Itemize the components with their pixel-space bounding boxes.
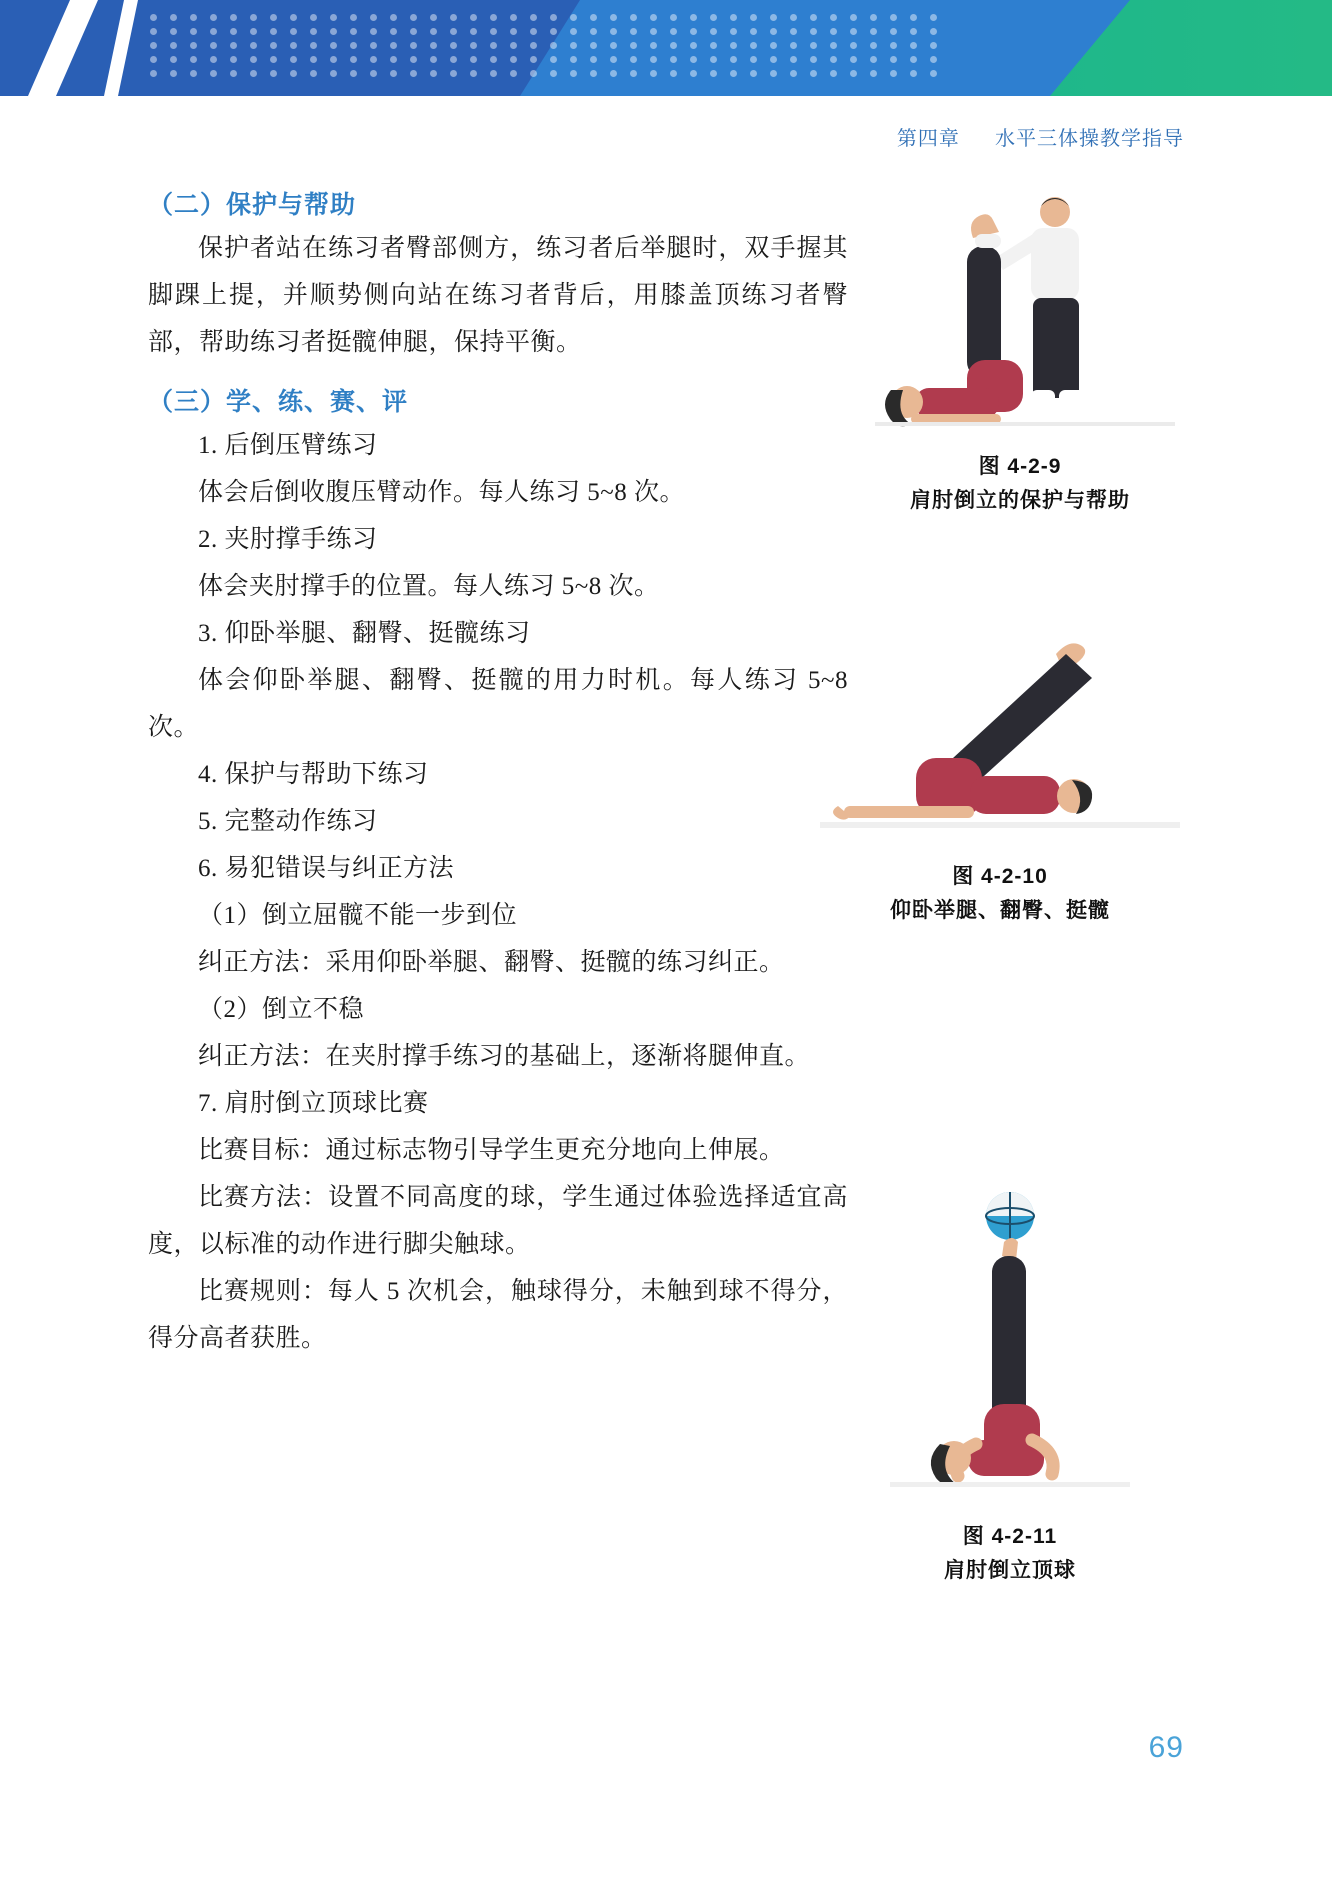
list-item: 3. 仰卧举腿、翻臀、挺髋练习 xyxy=(198,620,531,647)
figure-4-2-11-photo xyxy=(880,1190,1140,1520)
main-text-column xyxy=(148,185,848,1362)
list-item: 4. 保护与帮助下练习 xyxy=(198,761,429,788)
running-head-title: 水平三体操教学指导 xyxy=(995,128,1184,150)
list-item: 体会仰卧举腿、翻臀、挺髋的用力时机。每人练习 5~8 次。 xyxy=(148,667,848,741)
header-decoration-band xyxy=(0,0,1332,96)
list-item: （1）倒立屈髋不能一步到位 xyxy=(198,902,518,929)
list-item: 比赛规则：每人 5 次机会，触球得分，未触到球不得分，得分高者获胜。 xyxy=(148,1278,848,1352)
figure-4-2-9 xyxy=(855,190,1185,514)
list-item: 2. 夹肘撑手练习 xyxy=(198,526,378,553)
list-item: 体会夹肘撑手的位置。每人练习 5~8 次。 xyxy=(198,573,660,600)
figure-caption-number: 图 4-2-9 xyxy=(978,455,1062,478)
list-item: 5. 完整动作练习 xyxy=(198,808,378,835)
figure-4-2-10 xyxy=(820,630,1180,924)
running-head-chapter: 第四章 xyxy=(896,128,960,150)
figure-caption-number: 图 4-2-10 xyxy=(952,865,1048,888)
paragraph-section-2-body: 保护者站在练习者臀部侧方，练习者后举腿时，双手握其脚踝上提，并顺势侧向站在练习者背后，用膝盖顶练习者臀部，帮助练习者挺髋伸腿，保持平衡。 xyxy=(148,235,848,356)
list-item: 比赛目标：通过标志物引导学生更充分地向上伸展。 xyxy=(198,1137,785,1164)
list-item: 纠正方法：在夹肘撑手练习的基础上，逐渐将腿伸直。 xyxy=(198,1043,811,1070)
list-item: 6. 易犯错误与纠正方法 xyxy=(198,855,455,882)
heading-section-3: （三）学、练、赛、评 xyxy=(148,388,409,416)
figure-caption-text: 肩肘倒立的保护与帮助 xyxy=(910,489,1130,512)
shoulder-stand-support-illustration xyxy=(855,190,1185,450)
list-item: 7. 肩肘倒立顶球比赛 xyxy=(198,1090,429,1117)
running-head xyxy=(897,122,1184,151)
figure-caption-text: 仰卧举腿、翻臀、挺髋 xyxy=(890,899,1110,922)
dot-pattern xyxy=(150,14,970,84)
list-item: 体会后倒收腹压臂动作。每人练习 5~8 次。 xyxy=(198,479,686,506)
figure-caption-number: 图 4-2-11 xyxy=(962,1525,1058,1548)
shoulder-stand-ball-illustration xyxy=(880,1190,1140,1520)
supine-leg-raise-illustration xyxy=(820,630,1180,860)
page-number: 69 xyxy=(1148,1731,1184,1764)
figure-4-2-10-photo xyxy=(820,630,1180,860)
list-item: （2）倒立不稳 xyxy=(198,996,365,1023)
list-item: 1. 后倒压臂练习 xyxy=(198,432,378,459)
figure-caption-text: 肩肘倒立顶球 xyxy=(944,1559,1076,1582)
figure-4-2-9-photo xyxy=(855,190,1185,450)
heading-section-2: （二）保护与帮助 xyxy=(148,191,357,219)
list-item: 纠正方法：采用仰卧举腿、翻臀、挺髋的练习纠正。 xyxy=(198,949,785,976)
list-item: 比赛方法：设置不同高度的球，学生通过体验选择适宜高度，以标准的动作进行脚尖触球。 xyxy=(148,1184,848,1258)
figure-4-2-11 xyxy=(880,1190,1140,1584)
